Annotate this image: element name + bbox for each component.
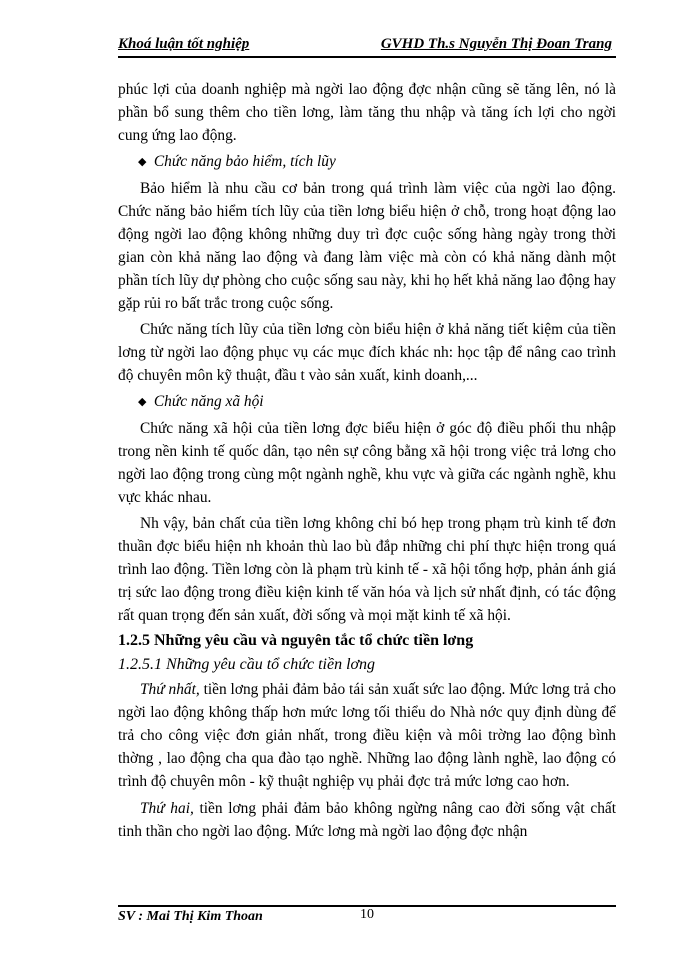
- paragraph: phúc lợi của doanh nghiệp mà ngời lao động đợc nhận cũng sẽ tăng lên, nó là phần bổ sung thêm cho tiền lơng, làm tăng thu nhập và tăng ích lợi cho ngời cung ứng lao động.: [118, 81, 616, 144]
- bullet-text: Chức năng bảo hiểm, tích lũy: [153, 153, 336, 170]
- paragraph: Bảo hiểm là nhu cầu cơ bản trong quá trình làm việc của ngời lao động. Chức năng bảo hiểm tích lũy của tiền lơng biểu hiện ở chỗ, trong hoạt động lao động ngời lao động không những duy trì đợc cuộc sống hàng ngày trong thời gian còn khả năng lao động và đang làm việc mà còn có khả năng dành một phần tích lũy dự phòng cho cuộc sống sau này, khi họ hết khả năng lao động hay gặp rủi ro bất trắc trong cuộc sống.: [118, 180, 616, 312]
- lead-phrase: Thứ nhất,: [140, 681, 200, 698]
- header-left: Khoá luận tốt nghiệp: [118, 36, 250, 52]
- subsection-heading: 1.2.5.1 Những yêu cầu tổ chức tiền lơng: [118, 656, 376, 673]
- paragraph: [118, 797, 616, 843]
- diamond-bullet-icon: ◆: [138, 396, 147, 408]
- page-body: [118, 78, 616, 843]
- page-number: 10: [360, 907, 374, 922]
- paragraph: Chức năng xã hội của tiền lơng đợc biểu hiện ở góc độ điều phối thu nhập trong nền kinh tế quốc dân, tạo nên sự công bằng xã hội trong việc trả lơng cho ngời lao động trong cùng một ngành nghề, khu vực và giữa các ngành nghề, khu vực khác nhau.: [118, 420, 616, 506]
- lead-phrase: Thứ hai,: [140, 800, 194, 817]
- section-heading: 1.2.5 Những yêu cầu và nguyên tắc tổ chức tiền lơng: [118, 632, 474, 649]
- footer-student: SV : Mai Thị Kim Thoan: [118, 909, 263, 924]
- paragraph-text: tiền lơng phải đảm bảo tái sản xuất sức lao động. Mức lơng trả cho ngời lao động không thấp hơn mức lơng tối thiểu do Nhà nớc quy định dùng để trả cho công việc đơn giản nhất, trong điều kiện và môi trờng lao động bình thờng , lao động cha qua đào tạo nghề. Những lao động lành nghề, lao động có trình độ chuyên môn - kỹ thuật nghiệp vụ phải đợc trả mức lơng cao hơn.: [118, 681, 616, 790]
- bullet-text: Chức năng xã hội: [153, 393, 264, 410]
- diamond-bullet-icon: ◆: [138, 156, 147, 168]
- header-right: GVHD Th.s Nguyễn Thị Đoan Trang: [380, 36, 612, 52]
- paragraph: [118, 678, 616, 793]
- bullet-item: [138, 150, 616, 174]
- paragraph: Nh vậy, bản chất của tiền lơng không chỉ bó hẹp trong phạm trù kinh tế đơn thuần đợc biểu hiện nh khoản thù lao bù đắp những chi phí thực hiện trong quá trình lao động. Tiền lơng còn là phạm trù kinh tế - xã hội tổng hợp, phản ánh giá trị sức lao động trong điều kiện kinh tế văn hóa và lịch sử nhất định, có tác động rất quan trọng đến sản xuất, đời sống và mọi mặt kinh tế xã hội.: [118, 515, 616, 624]
- page-footer: [118, 905, 616, 929]
- paragraph-text: tiền lơng phải đảm bảo không ngừng nâng cao đời sống vật chất tinh thần cho ngời lao động. Mức lơng mà ngời lao động đợc nhận: [118, 800, 616, 840]
- paragraph: Chức năng tích lũy của tiền lơng còn biểu hiện ở khả năng tiết kiệm của tiền lơng từ ngời lao động phục vụ các mục đích khác nh: học tập để nâng cao trình độ chuyên môn kỹ thuật, đầu t vào sản xuất, kinh doanh,...: [118, 321, 616, 384]
- bullet-item: [138, 390, 616, 414]
- page-header: [118, 36, 616, 58]
